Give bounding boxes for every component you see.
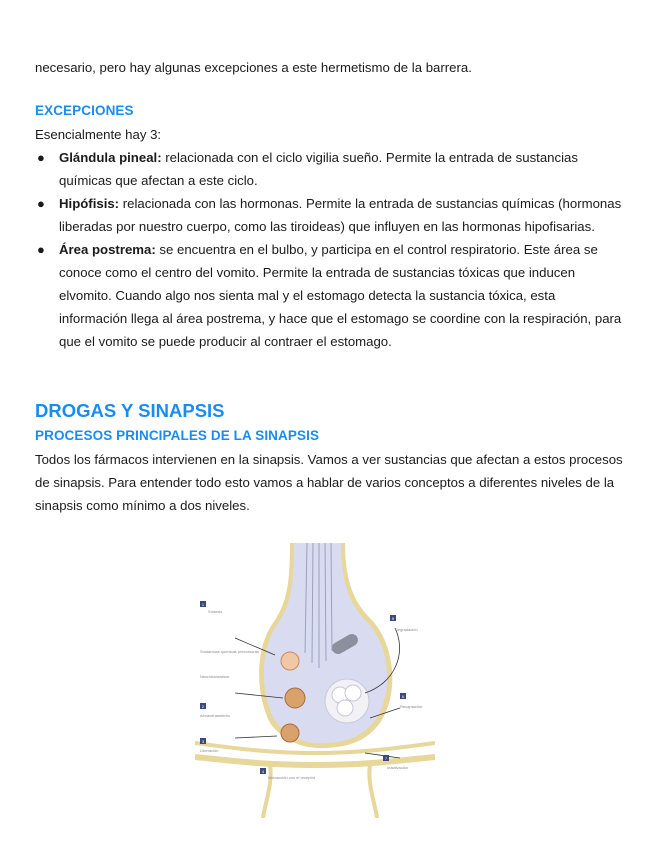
label-neuro: Neurotransmisor bbox=[200, 674, 230, 679]
number-label: 5 bbox=[391, 616, 395, 621]
drogas-paragraph: Todos los fármacos intervienen en la sinapsis. Vamos a ver sustancias que afectan a estos procesos de sinapsis. Para entender todo esto vamos a hablar de varios conceptos a diferentes niveles de la sinapsis como mínimo a dos niveles. bbox=[35, 452, 623, 513]
item-text: relacionada con el ciclo vigilia sueño. Permite la entrada de sustancias químicas que afectan a este ciclo. bbox=[59, 150, 578, 188]
number-label: 6 bbox=[401, 694, 405, 699]
number-label: 2 bbox=[201, 704, 205, 709]
bullet-icon: ● bbox=[37, 196, 45, 211]
label-degrad: Degradación bbox=[395, 627, 418, 632]
vesicle bbox=[285, 688, 305, 708]
item-term: Hipófisis: bbox=[59, 196, 120, 211]
list-item bbox=[35, 146, 625, 192]
item-text: relacionada con las hormonas. Permite la entrada de sustancias químicas (hormonas liberadas por nuestro cuerpo, como las tiroideas) que influyen en las hormonas hipofisarias. bbox=[59, 196, 622, 234]
synapse-diagram bbox=[195, 543, 435, 818]
item-term: Área postrema: bbox=[59, 242, 156, 257]
excepciones-heading: EXCEPCIONES bbox=[35, 103, 134, 118]
bullet-icon: ● bbox=[37, 242, 45, 257]
intro-paragraph: necesario, pero hay algunas excepciones a este hermetismo de la barrera. bbox=[35, 60, 472, 75]
excepciones-lead: Esencialmente hay 3: bbox=[35, 127, 162, 142]
label-recap: Recaptación bbox=[400, 704, 423, 709]
vesicle bbox=[281, 652, 299, 670]
label-sustancias: Sustancias químicas precursoras bbox=[200, 649, 259, 654]
label-sintesis: Síntesis bbox=[208, 609, 223, 614]
list-item bbox=[35, 238, 625, 353]
list-item bbox=[35, 192, 625, 238]
drogas-heading: DROGAS Y SINAPSIS bbox=[35, 400, 225, 421]
label-liber: Liberación bbox=[200, 748, 219, 753]
label-inactiv: Inactivación bbox=[387, 765, 409, 770]
excepciones-list bbox=[35, 146, 625, 353]
item-term: Glándula pineal: bbox=[59, 150, 162, 165]
procesos-subheading: PROCESOS PRINCIPALES DE LA SINAPSIS bbox=[35, 428, 320, 443]
vesicle bbox=[281, 724, 299, 742]
item-text: se encuentra en el bulbo, y participa en el control respiratorio. Este área se conoce como el centro del vomito. Permite la entrada de sustancias tóxicas que inducen elvomito. Cuando algo nos sienta mal y el estomago detecta la sustancia tóxica, esta información llega al área postrema, y hace que el estomago se coordine con la respiración, para que el vomito se puede producir al contraer el estomago. bbox=[59, 242, 622, 349]
label-almac: Almacenamiento bbox=[200, 713, 230, 718]
number-label: 7 bbox=[384, 756, 388, 761]
label-interac: Interacción con el receptor bbox=[268, 775, 316, 780]
number-label: 1 bbox=[201, 602, 205, 607]
bullet-icon: ● bbox=[37, 150, 45, 165]
number-label: 3 bbox=[201, 739, 205, 744]
number-label: 4 bbox=[261, 769, 265, 774]
